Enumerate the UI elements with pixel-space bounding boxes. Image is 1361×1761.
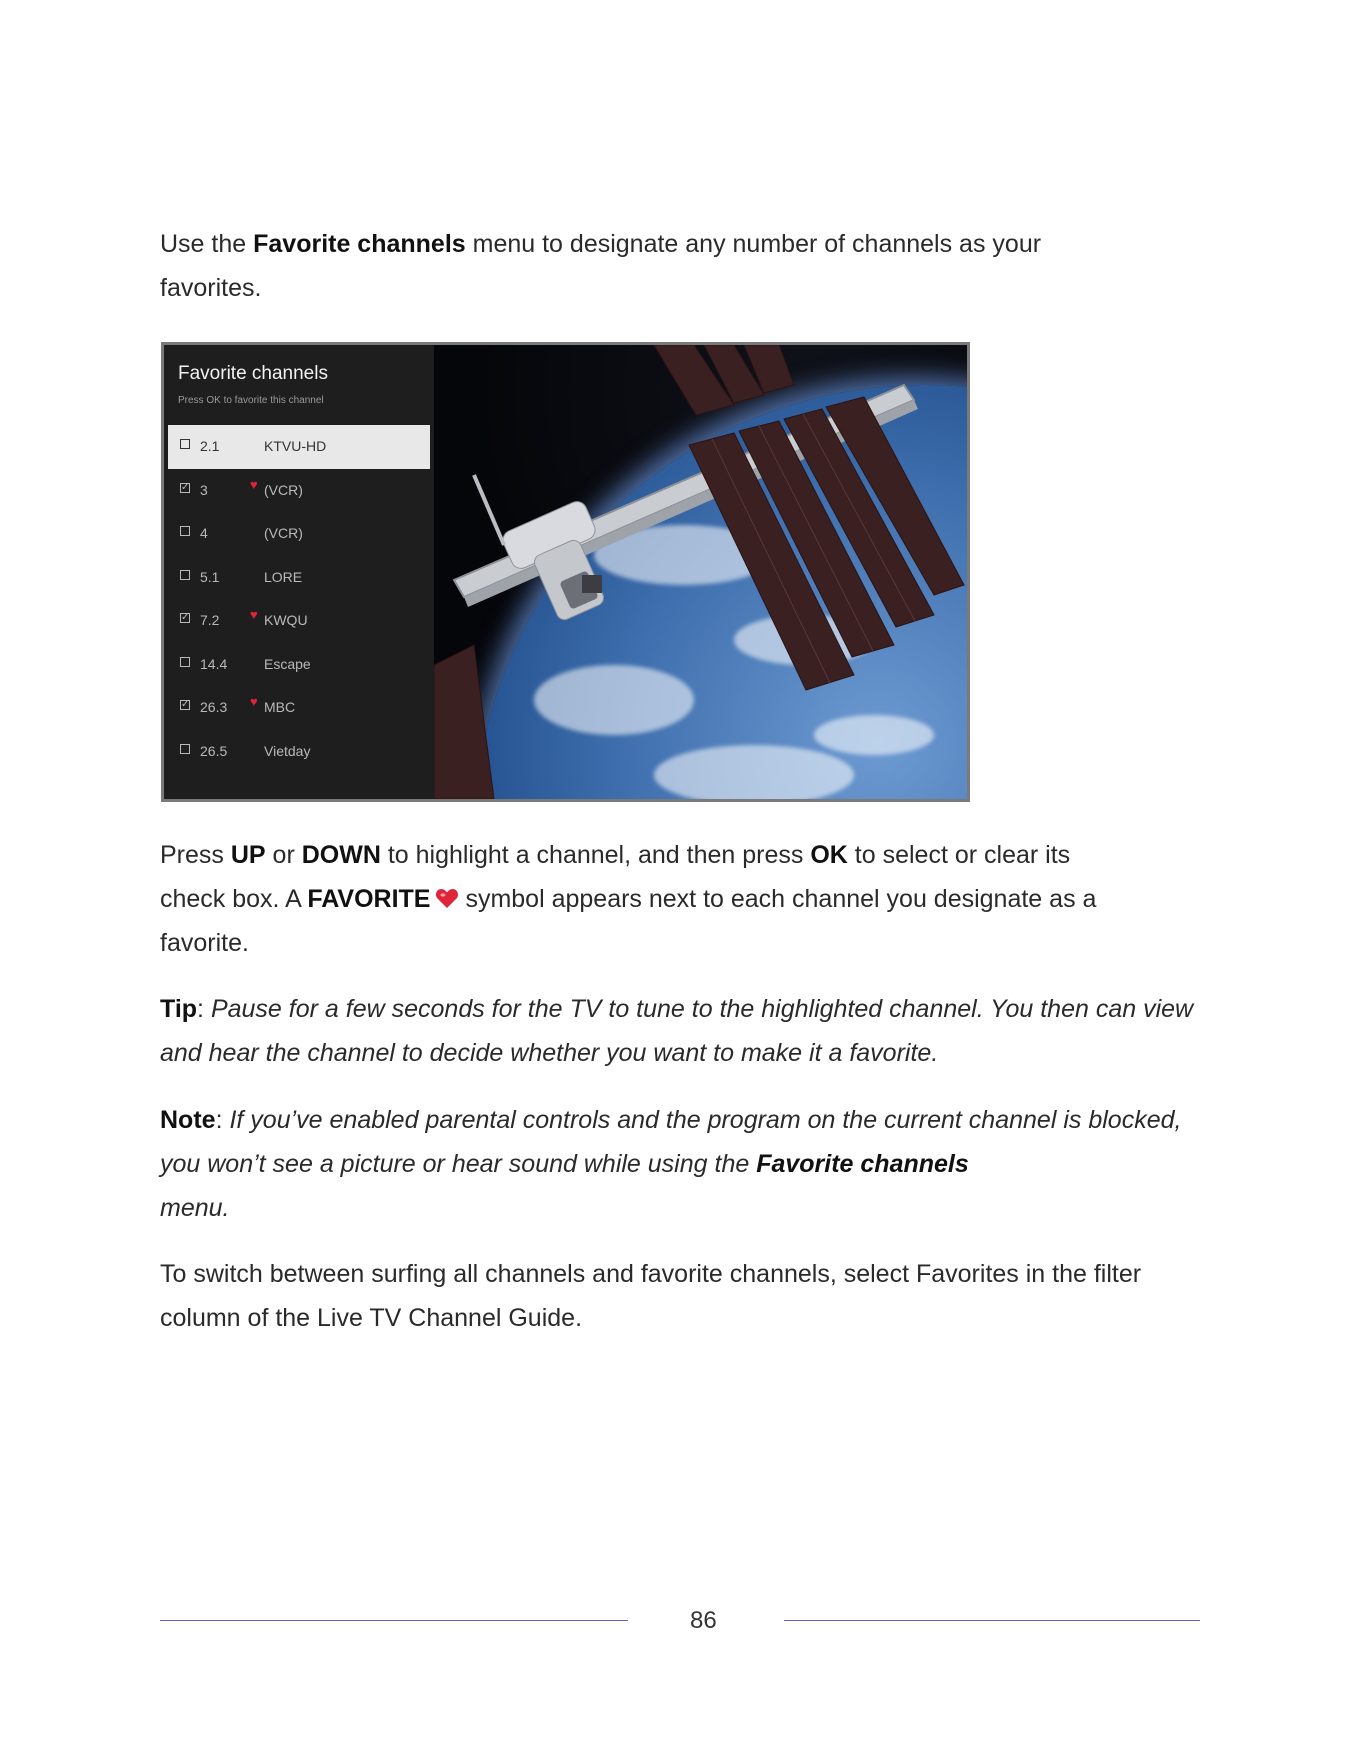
channel-number: 5.1	[200, 568, 220, 585]
checked-checkbox-icon[interactable]: ✓	[181, 612, 190, 623]
menu-title: Favorite channels	[178, 363, 328, 384]
checked-checkbox-icon[interactable]: ✓	[181, 481, 190, 493]
space-station-icon	[434, 345, 967, 799]
checkbox-icon[interactable]	[180, 439, 190, 449]
menu-subtitle: Press OK to favorite this channel	[178, 395, 324, 406]
note-bold-term: Favorite channels	[756, 1150, 969, 1178]
channel-number: 4	[200, 525, 208, 541]
channel-number: 2.1	[200, 438, 220, 454]
text: Press	[160, 841, 231, 869]
switch-paragraph	[160, 1252, 1200, 1340]
checkbox-icon[interactable]	[180, 744, 190, 754]
channel-row[interactable]	[164, 730, 434, 774]
channel-row[interactable]	[164, 512, 434, 556]
heart-icon	[435, 887, 459, 909]
heart-icon: ♥	[250, 694, 258, 709]
footer-rule-right	[784, 1620, 1200, 1621]
channel-name: KTVU-HD	[264, 438, 327, 454]
favorite-channels-menu	[164, 345, 434, 799]
note-paragraph: Note: If you’ve enabled parental controls and the program on the current channel is blocked, you won’t see a picture or hear sound while using the Favorite channels menu.	[160, 1106, 1182, 1222]
channel-name: Escape	[264, 655, 311, 672]
heart-icon: ♥	[250, 476, 258, 492]
checkbox-icon[interactable]	[180, 570, 190, 580]
text: check box. A	[160, 885, 308, 913]
channel-name: (VCR)	[264, 525, 303, 541]
tip-text: Pause for a few seconds for the TV to tune to the highlighted channel. You then can view and hear the channel to decide whether you want to make it a favorite.	[160, 995, 1194, 1067]
note-label: Note	[160, 1106, 216, 1134]
channel-row[interactable]	[164, 469, 434, 513]
channel-number: 14.4	[200, 655, 228, 672]
channel-name: Vietday	[264, 742, 311, 759]
intro-paragraph	[160, 222, 1200, 310]
channel-number: 26.3	[200, 699, 228, 715]
channel-name: LORE	[264, 568, 303, 585]
channel-name: MBC	[264, 699, 296, 715]
text: favorite.	[160, 929, 249, 957]
favorite-label: FAVORITE	[307, 885, 431, 913]
footer-rule-left	[160, 1620, 628, 1621]
channel-name: KWQU	[264, 612, 308, 628]
up-key-label: UP	[230, 841, 266, 869]
channel-number: 3	[200, 481, 208, 498]
note-text: If you’ve enabled parental controls and the program on the current channel is blocked, you won’t see a picture or hear sound while using the	[160, 1106, 1182, 1178]
tip-label: Tip	[160, 995, 198, 1023]
switch-text: To switch between surfing all channels and favorite channels, select Favorites in the filter column of the Live TV Channel Guide.	[160, 1260, 1142, 1332]
text: or	[265, 841, 302, 869]
intro-text-after: menu to designate any number of channels as your	[465, 230, 1042, 258]
intro-bold-term: Favorite channels	[253, 230, 466, 258]
checkbox-icon[interactable]	[180, 657, 190, 667]
tip-paragraph: Tip: Pause for a few seconds for the TV to tune to the highlighted channel. You then can view and hear the channel to decide whether you want to make it a favorite.	[160, 995, 1194, 1067]
channel-row[interactable]	[164, 556, 434, 600]
channel-number: 7.2	[200, 612, 220, 628]
checkbox-icon[interactable]	[180, 526, 190, 536]
channel-row[interactable]	[164, 599, 434, 643]
channel-number: 26.5	[200, 742, 228, 759]
space-station-image	[434, 345, 967, 799]
ok-key-label: OK	[810, 841, 848, 869]
note-end: menu.	[160, 1194, 230, 1222]
checked-checkbox-icon[interactable]: ✓	[181, 699, 190, 710]
text: to select or clear its	[847, 841, 1071, 869]
instructions-paragraph	[160, 833, 1200, 965]
channel-row[interactable]	[168, 425, 430, 469]
channel-row[interactable]	[164, 643, 434, 687]
text: symbol appears next to each channel you designate as a	[458, 885, 1097, 913]
intro-text-before: Use the	[160, 230, 254, 258]
down-key-label: DOWN	[301, 841, 381, 869]
page-number: 86	[690, 1607, 717, 1634]
text: to highlight a channel, and then press	[380, 841, 811, 869]
channel-name: (VCR)	[264, 481, 303, 498]
channel-row[interactable]	[164, 686, 434, 730]
heart-icon: ♥	[250, 607, 258, 622]
intro-line2: favorites.	[160, 274, 262, 302]
favorite-channels-screenshot	[161, 342, 970, 802]
channel-list	[164, 425, 434, 773]
